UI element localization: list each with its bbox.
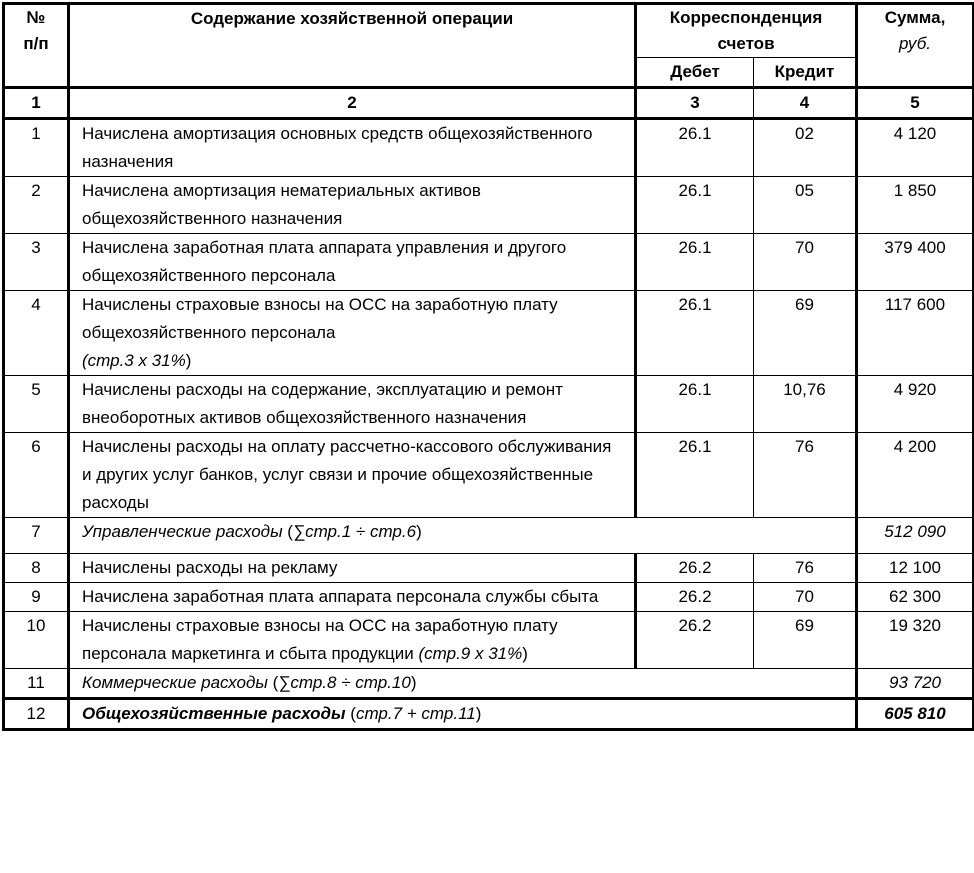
row-description: [69, 669, 857, 699]
index-5: 5: [857, 88, 974, 119]
row-sum: 1 850: [857, 177, 974, 234]
index-2: 2: [69, 88, 636, 119]
table-row: [4, 612, 974, 669]
row-number: 10: [4, 612, 69, 669]
row-description-text: Начислены страховые взносы на ОСС на заработную плату общехозяйственного персонала: [82, 295, 558, 342]
row-description: Начислена заработная плата аппарата управления и другого общехозяйственного персонала: [69, 234, 636, 291]
row-description: Начислены расходы на рекламу: [69, 554, 636, 583]
row-number: 7: [4, 518, 69, 554]
row-credit: 70: [754, 583, 857, 612]
subtotal-formula: ∑стр.8 ÷ стр.10: [278, 673, 411, 692]
row-credit: 05: [754, 177, 857, 234]
row-debit: 26.1: [636, 376, 754, 433]
row-formula-close: ): [185, 351, 192, 370]
column-index-row: [4, 88, 974, 119]
subtotal-row: [4, 518, 974, 554]
table-row: [4, 583, 974, 612]
header-debit: Дебет: [636, 58, 754, 88]
row-number: 9: [4, 583, 69, 612]
row-sum: 4 120: [857, 119, 974, 177]
row-number: 6: [4, 433, 69, 518]
total-formula-open: (: [345, 704, 356, 723]
row-number: 2: [4, 177, 69, 234]
header-correspondence: Корреспонденция счетов: [636, 4, 857, 58]
subtotal-title: Управленческие расходы: [82, 522, 283, 541]
table-row: [4, 376, 974, 433]
row-description: [69, 518, 857, 554]
row-debit: 26.1: [636, 177, 754, 234]
row-credit: 76: [754, 433, 857, 518]
row-formula: (стр.9 х 31%: [418, 644, 523, 663]
index-1: 1: [4, 88, 69, 119]
row-description: Начислена заработная плата аппарата персонала службы сбыта: [69, 583, 636, 612]
header-credit: Кредит: [754, 58, 857, 88]
row-sum: 512 090: [857, 518, 974, 554]
row-number: 8: [4, 554, 69, 583]
subtotal-row: [4, 669, 974, 699]
row-formula-close: ): [522, 644, 528, 663]
total-formula: стр.7 + стр.11: [355, 704, 476, 723]
row-sum: 379 400: [857, 234, 974, 291]
row-credit: 69: [754, 291, 857, 376]
row-sum: 4 920: [857, 376, 974, 433]
total-formula-close: ): [475, 704, 482, 723]
table-row: [4, 234, 974, 291]
row-credit: 02: [754, 119, 857, 177]
row-number: 5: [4, 376, 69, 433]
table-row: [4, 433, 974, 518]
row-sum: 605 810: [857, 699, 974, 730]
row-credit: 70: [754, 234, 857, 291]
subtotal-formula: ∑стр.1 ÷ стр.6: [292, 522, 417, 541]
row-sum: 4 200: [857, 433, 974, 518]
index-4: 4: [754, 88, 857, 119]
row-sum: 93 720: [857, 669, 974, 699]
row-description: Начислены расходы на содержание, эксплуатацию и ремонт внеоборотных активов общехозяйственного назначения: [69, 376, 636, 433]
operations-table: [2, 2, 974, 731]
header-sum-label: Сумма,: [884, 8, 946, 27]
header-sum-unit: руб.: [898, 34, 932, 53]
subtotal-formula-close: ): [410, 673, 417, 692]
row-description: Начислены расходы на оплату рассчетно-кассового обслуживания и других услуг банков, услуг связи и прочие общехозяйственные расходы: [69, 433, 636, 518]
row-number: 3: [4, 234, 69, 291]
row-debit: 26.1: [636, 119, 754, 177]
row-description-text: Начислены страховые взносы на ОСС на заработную плату персонала маркетинга и сбыта продукции: [82, 616, 558, 663]
row-description: [69, 612, 636, 669]
row-debit: 26.1: [636, 433, 754, 518]
row-number: 12: [4, 699, 69, 730]
row-sum: 12 100: [857, 554, 974, 583]
table-row: [4, 554, 974, 583]
table-row: [4, 291, 974, 376]
row-description: [69, 699, 857, 730]
subtotal-formula-open: (: [267, 673, 279, 692]
total-title: Общехозяйственные расходы: [82, 704, 346, 723]
row-debit: 26.1: [636, 291, 754, 376]
row-debit: 26.2: [636, 583, 754, 612]
row-description: Начислена амортизация нематериальных активов общехозяйственного назначения: [69, 177, 636, 234]
subtotal-title: Коммерческие расходы: [82, 673, 268, 692]
row-number: 11: [4, 669, 69, 699]
row-debit: 26.2: [636, 554, 754, 583]
row-sum: 62 300: [857, 583, 974, 612]
row-debit: 26.1: [636, 234, 754, 291]
table-row: [4, 119, 974, 177]
row-credit: 10,76: [754, 376, 857, 433]
total-row: [4, 699, 974, 730]
subtotal-formula-open: (: [282, 522, 293, 541]
table-row: [4, 177, 974, 234]
row-debit: 26.2: [636, 612, 754, 669]
row-sum: 19 320: [857, 612, 974, 669]
header-description: Содержание хозяйственной операции: [69, 4, 636, 88]
header-sum: [857, 4, 974, 88]
row-formula: (стр.3 х 31%: [82, 351, 186, 370]
row-number: 4: [4, 291, 69, 376]
row-number: 1: [4, 119, 69, 177]
row-sum: 117 600: [857, 291, 974, 376]
row-description: [69, 291, 636, 376]
subtotal-formula-close: ): [416, 522, 422, 541]
row-description: Начислена амортизация основных средств общехозяйственного назначения: [69, 119, 636, 177]
row-credit: 76: [754, 554, 857, 583]
index-3: 3: [636, 88, 754, 119]
header-number: № п/п: [4, 4, 69, 88]
row-credit: 69: [754, 612, 857, 669]
